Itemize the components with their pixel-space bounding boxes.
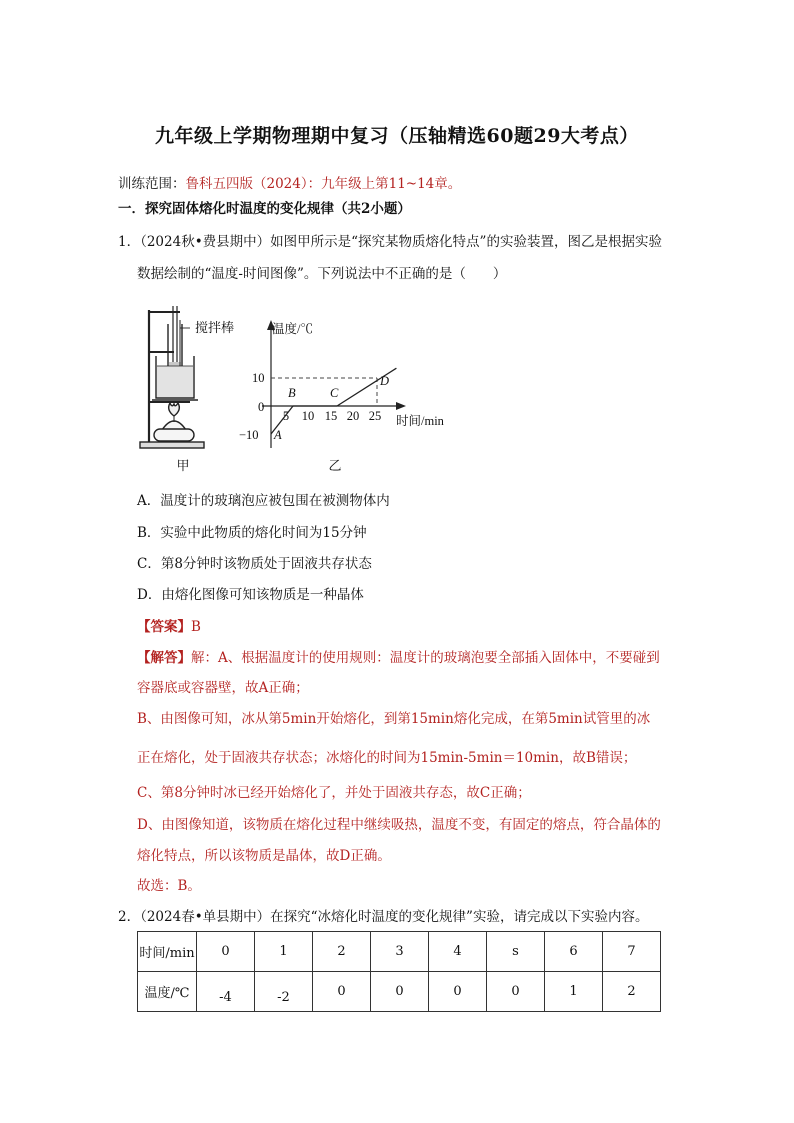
table-header-cell: 温度/℃ — [138, 972, 197, 1012]
table-cell: 0 — [313, 972, 371, 1012]
x-axis-arrow — [396, 402, 406, 410]
table-cell: 1 — [255, 932, 313, 972]
cell-value: -2 — [277, 990, 290, 1005]
table-cell: 0 — [197, 932, 255, 972]
question-1-figure — [138, 300, 468, 475]
scope-value: 鲁科五四版（2024）：九年级上第11~14章。 — [185, 176, 462, 192]
table-cell: 1 — [545, 972, 603, 1012]
answer-value: B — [191, 619, 201, 635]
table-cell: 0 — [429, 972, 487, 1012]
table-cell: s — [487, 932, 545, 972]
table-cell: 0 — [371, 972, 429, 1012]
analysis-line: 故选：B。 — [137, 878, 201, 894]
question-1-line-1: 1．（2024秋•费县期中）如图甲所示是“探究某物质熔化特点”的实验装置，图乙是根据实验 — [118, 234, 662, 250]
scope-label: 训练范围： — [118, 176, 186, 192]
table-cell: 4 — [429, 932, 487, 972]
x-tick-label: 10 — [301, 409, 315, 423]
analysis-line: D、由图像知道，该物质在熔化过程中继续吸热，温度不变，有固定的熔点，符合晶体的 — [137, 817, 661, 833]
analysis-line — [137, 648, 660, 668]
point-label-c: C — [330, 386, 339, 400]
data-table — [137, 931, 661, 1012]
point-label-a: A — [274, 428, 282, 442]
option-b[interactable]: B．实验中此物质的熔化时间为15分钟 — [137, 525, 367, 541]
x-tick-label: 20 — [346, 409, 360, 423]
table-cell: 7 — [603, 932, 661, 972]
y-axis-label: 温度/℃ — [272, 322, 313, 336]
y-tick-label: −10 — [239, 428, 259, 442]
x-tick-label: 15 — [324, 409, 338, 423]
training-scope — [118, 174, 461, 194]
table-row — [138, 932, 661, 972]
y-tick-label: 0 — [258, 400, 265, 414]
analysis-line: C、第8分钟时冰已经开始熔化了，并处于固液共存态，故C正确； — [137, 785, 531, 801]
table-cell: 0 — [487, 972, 545, 1012]
analysis-line: 正在熔化，处于固液共存状态；冰熔化的时间为15min-5min＝10min，故B错误； — [137, 750, 637, 766]
table-row — [138, 972, 661, 1012]
table-header-cell: 时间/min — [138, 932, 197, 972]
cell-value: -4 — [219, 990, 232, 1005]
page-title: 九年级上学期物理期中复习（压轴精选60题29大考点） — [155, 125, 639, 147]
figure-caption-left: 甲 — [176, 459, 190, 474]
y-tick-label: 10 — [252, 371, 265, 385]
series-line-segment — [337, 378, 381, 406]
section-heading: 一．探究固体熔化时温度的变化规律（共2小题） — [118, 201, 411, 217]
point-label-b: B — [288, 386, 296, 400]
analysis-label: 【解答】 — [137, 650, 191, 666]
table-cell: 2 — [313, 932, 371, 972]
table-cell: 3 — [371, 932, 429, 972]
temperature-time-chart — [239, 320, 445, 448]
table-cell: 2 — [603, 972, 661, 1012]
analysis-text: 解：A、根据温度计的使用规则：温度计的玻璃泡要全部插入固体中，不要碰到 — [191, 650, 660, 666]
answer-line — [137, 617, 201, 637]
option-a[interactable]: A．温度计的玻璃泡应被包围在被测物体内 — [137, 493, 390, 509]
point-label-d: D — [380, 374, 390, 388]
question-1-line-2: 数据绘制的“温度-时间图像”。下列说法中不正确的是（ ） — [137, 266, 507, 282]
option-c[interactable]: C．第8分钟时该物质处于固液共存状态 — [137, 556, 372, 572]
x-axis-label: 时间/min — [396, 414, 444, 428]
option-d[interactable]: D．由熔化图像可知该物质是一种晶体 — [137, 587, 364, 603]
stirrer-label: 搅拌棒 — [195, 320, 235, 335]
table-cell — [255, 972, 313, 1012]
question-2-text: 2．（2024春•单县期中）在探究“冰熔化时温度的变化规律”实验，请完成以下实验内容。 — [118, 909, 649, 925]
table-cell — [197, 972, 255, 1012]
answer-label: 【答案】 — [137, 619, 191, 635]
analysis-line: B、由图像可知，冰从第5min开始熔化，到第15min熔化完成，在第5min试管里的冰 — [137, 711, 651, 727]
analysis-line: 容器底或容器壁，故A正确； — [137, 680, 309, 696]
figure-caption-right: 乙 — [328, 459, 342, 474]
x-tick-label: 25 — [368, 409, 382, 423]
analysis-line: 熔化特点，所以该物质是晶体，故D正确。 — [137, 848, 391, 864]
table-cell: 6 — [545, 932, 603, 972]
x-tick-label: 5 — [282, 409, 290, 423]
